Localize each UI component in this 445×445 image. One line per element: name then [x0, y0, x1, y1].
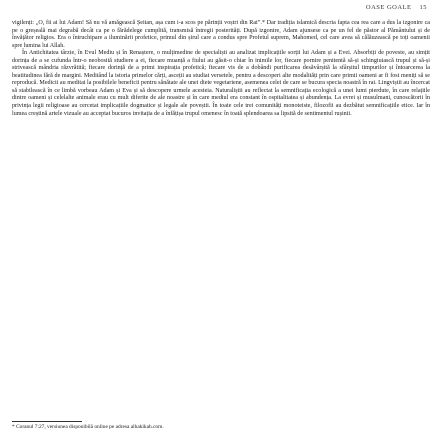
running-header — [366, 4, 427, 11]
paragraph-2: În Antichitatea târzie, în Evul Mediu și în Renaștere, o mulțimedine de specialiști au analizat implicațiile sorții lui Adam și a Evei. Absorbiți de poveste, au simțit dorința de a se cufunda într-o neobosită studiere a ei, fiecare muanță a fiului au găsit-o chiar în inimile lor, fiecare pornire penitentă să-și schingiuiască trupul și să-și strivească mândria răzvrătită; fiecare dorință de a primi inspirația profetică; fiecare vis de a dobândi purificarea desăvârșită la sfârșitul timpurilor și întoarcerea la beatitudinea fără de margini. Meditând la istoria primelor cărți, asceții au studiat versetele, pentru a descoperi alte modalități prin care primii oameni ar fi fost meniți să se reproducă. Medicii au meditat la posibilele beneficii pentru sănătate ale unei diete vegetariene, asemenea celei de care se bucura specia noastră în rai. Lingviștii au încercat să stabilească în ce limbă vorbeau Adam și Eva și să descopere urmele acesteia. Naturaliștii au reflectat la semnificația ecologică a unei lumi pierdute, în care relațiile dintre oameni și celelalte animale erau cu mult diferite de ale noastre și în care mediul era constant în ospitalitatea și abundența. La evrei și musulmani, cunoscătorii în privința legii religioase au cercetat implicațiile dogmatice și legale ale poveștii. În toate cele trei comunități monoteiste, filozofii au dezbătut semnificațiile etice. Iar în lumea creștină artele vizuale au acceptat bucuros invitația de a înfățișa trupul omenesc în toată splendoarea sa lipsită de sentimentul rușinii. — [12, 50, 430, 117]
body-text — [12, 20, 430, 118]
footnote-marker: * — [12, 424, 15, 430]
footnote-divider — [12, 421, 82, 422]
running-header-title: OASE GOALE — [365, 4, 412, 11]
footnote — [12, 424, 430, 431]
page-number: 15 — [419, 4, 427, 11]
footnote-text: Coranul 7:27, versiunea disponibilă online pe adresa alhakikah.com. — [16, 424, 164, 430]
paragraph-1: vigilenți: „O, fii ai lui Adam! Să nu vă amăgească Șeitan, așa cum i-a scos pe părinții voștri din Rai”.* Dar tradiția islamică descria fapta cea rea care a dus la izgonire ca pe o greșeală mai degrabă decât ca pe o fărădelege cumplită, transmisă întregii posterități. După izgonire, Adam ajunsese ca pe un fel de păstor al Pământului și de învățător religios. Era o întruchipare a iluminării profetice, primul din șirul care a condus spre Profetul suprem, Mahomed, cel care avea să călăuzească pe toți oamenii spre lumina lui Allah. — [12, 20, 430, 49]
